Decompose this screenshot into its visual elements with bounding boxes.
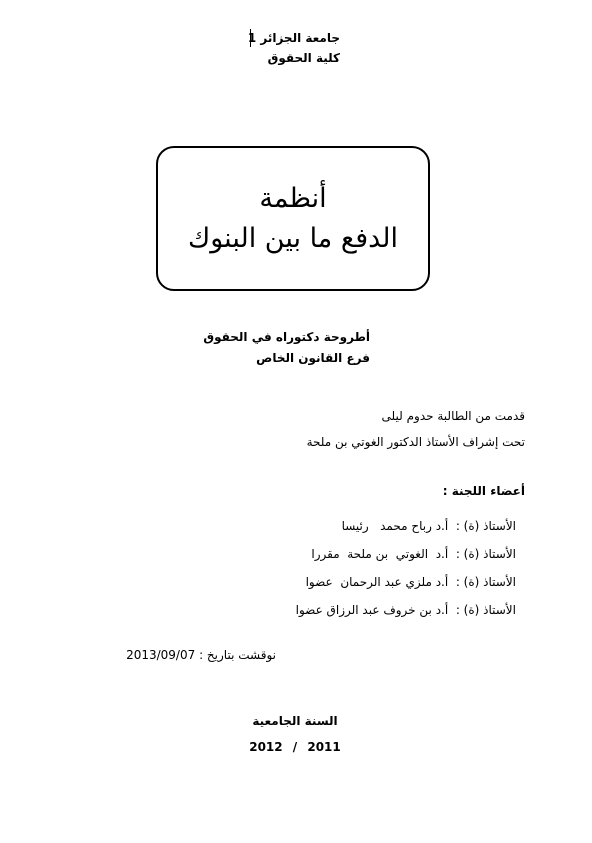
faculty-name: كلية الحقوق	[267, 51, 340, 65]
committee-member: الأستاذ (ة) : أ.د بن خروف عبد الرزاق عضوا	[295, 603, 516, 617]
header	[248, 28, 340, 68]
thesis-branch: فرع القانون الخاص	[256, 351, 370, 365]
committee-member: الأستاذ (ة) : أ.د الغوتي بن ملحة مقررا	[311, 547, 516, 561]
thesis-type: أطروحة دكتوراه في الحقوق	[203, 330, 370, 344]
committee-heading: أعضاء اللجنة :	[442, 484, 525, 498]
committee-list	[296, 512, 516, 624]
academic-year-value: 2012 / 2011	[249, 740, 341, 754]
committee-member: الأستاذ (ة) : أ.د رباح محمد رئيسا	[341, 519, 516, 533]
student-line: قدمت من الطالبة حدوم ليلى	[381, 409, 525, 423]
academic-year-label: السنة الجامعية	[252, 714, 338, 728]
committee-member: الأستاذ (ة) : أ.د ملزي عبد الرحمان عضوا	[305, 575, 516, 589]
submission-info	[307, 403, 525, 455]
defense-date: نوقشت بتاريخ : 2013/09/07	[126, 648, 276, 662]
thesis-title-line-2: الدفع ما بين البنوك	[187, 222, 399, 254]
academic-year	[220, 708, 370, 760]
university-name: جامعة الجزائر 1	[247, 31, 340, 45]
supervisor-line: تحت إشراف الأستاذ الدكتور الغوتي بن ملحة	[306, 435, 525, 449]
title-box	[156, 146, 430, 291]
thesis-info	[203, 327, 370, 369]
thesis-title-line-1: أنظمة	[259, 182, 327, 214]
